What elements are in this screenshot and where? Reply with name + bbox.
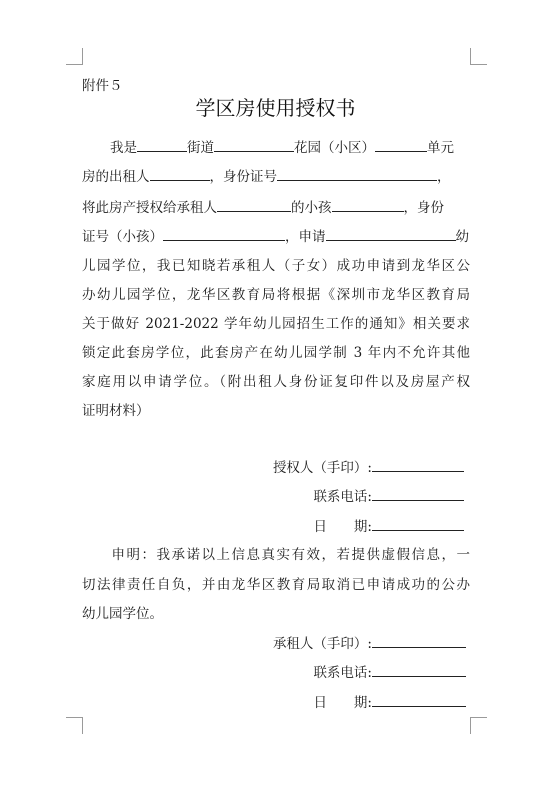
phone-blank-1[interactable] — [372, 486, 464, 501]
corner-mark-bottom-right — [470, 717, 487, 734]
lessor-id-blank[interactable] — [277, 166, 437, 181]
authorizer-label: 授权人（手印）: — [272, 460, 372, 476]
corner-mark-bottom-left — [66, 717, 83, 734]
phone-blank-2[interactable] — [372, 662, 466, 677]
body-line-6: 办幼儿园学位，龙华区教育局将根据《深圳市龙华区教育局 — [82, 287, 470, 303]
corner-mark-top-right — [470, 48, 487, 65]
date-label-2: 日 期: — [313, 695, 372, 711]
body-line-8: 锁定此套房学位，此套房产在幼儿园学制 3 年内不允许其他 — [82, 345, 470, 361]
street-blank[interactable] — [137, 137, 187, 152]
tenant-row — [260, 633, 466, 654]
body-line-7: 关于做好 2021-2022 学年幼儿园招生工作的通知》相关要求 — [82, 316, 470, 332]
tenant-blank[interactable] — [372, 633, 466, 648]
authorizer-row — [260, 457, 464, 478]
tenant-label: 承租人（手印）: — [272, 636, 372, 652]
document-title: 学区房使用授权书 — [195, 96, 356, 120]
kindergarten-blank[interactable] — [326, 226, 456, 241]
lessor-name-blank[interactable] — [150, 166, 210, 181]
body-line-1: 我是 街道 花园（小区） 单元 — [82, 137, 470, 158]
child-name-blank[interactable] — [332, 197, 404, 212]
date-blank-2[interactable] — [372, 692, 466, 707]
authorizer-blank[interactable] — [372, 457, 464, 472]
date-row-1 — [260, 516, 464, 537]
tenant-name-blank[interactable] — [217, 197, 291, 212]
corner-mark-top-left — [66, 48, 83, 65]
body-line-9: 家庭用以申请学位。（附出租人身份证复印件以及房屋产权 — [82, 374, 470, 390]
declaration-line-1: 申明：我承诺以上信息真实有效，若提供虚假信息，一 — [110, 547, 470, 563]
date-label-1: 日 期: — [313, 519, 372, 535]
garden-blank[interactable] — [214, 137, 294, 152]
phone-row-1 — [260, 486, 464, 507]
date-blank-1[interactable] — [372, 516, 464, 531]
body-line-5: 儿园学位，我已知晓若承租人（子女）成功申请到龙华区公 — [82, 258, 470, 274]
declaration-line-2: 切法律责任自负，并由龙华区教育局取消已申请成功的公办 — [82, 577, 470, 593]
date-row-2 — [260, 692, 466, 713]
annex-label: 附件５ — [82, 78, 123, 94]
phone-label-2: 联系电话: — [313, 665, 372, 681]
phone-row-2 — [260, 662, 466, 683]
body-line-10: 证明材料） — [82, 403, 150, 419]
body-line-4: 证号（小孩） ，申请 幼 — [82, 226, 470, 247]
phone-label-1: 联系电话: — [313, 489, 372, 505]
child-id-blank[interactable] — [163, 226, 285, 241]
declaration-line-3: 幼儿园学位。 — [82, 606, 163, 622]
body-line-3: 将此房产授权给承租人 的小孩 ，身份 — [82, 197, 470, 218]
body-line-2: 房的出租人 ，身份证号 ， — [82, 166, 470, 187]
unit-blank[interactable] — [375, 137, 427, 152]
